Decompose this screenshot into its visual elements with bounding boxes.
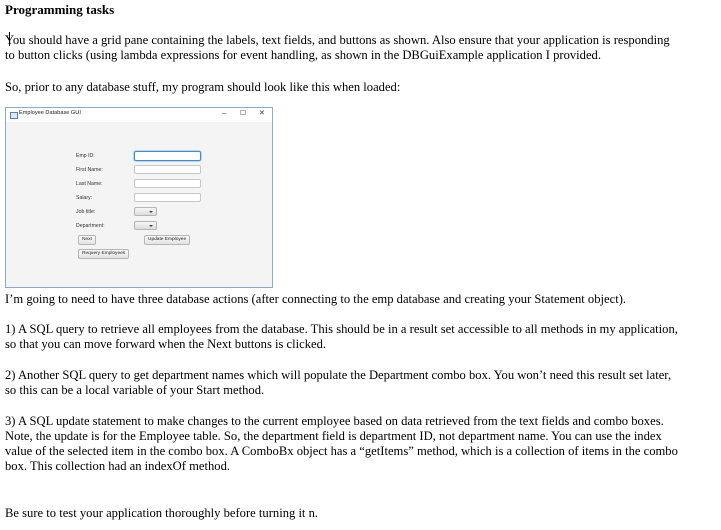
job-title-combo bbox=[134, 207, 157, 216]
paragraph-7: Be sure to test your application thoroughly before turning it n. bbox=[5, 506, 319, 520]
emp-id-label: Emp ID: bbox=[76, 153, 95, 159]
close-icon: ✕ bbox=[259, 110, 265, 117]
salary-field bbox=[134, 193, 201, 202]
paragraph-3: I’m going to need to have three database actions (after connecting to the emp database and creating your Statement object). bbox=[5, 292, 627, 306]
next-button: Next bbox=[78, 235, 96, 245]
paragraph-1-line-1: You should have a grid pane containing the labels, text fields, and buttons as shown. Also ensure that your application is responding bbox=[5, 33, 670, 47]
minimize-icon: – bbox=[222, 109, 227, 118]
paragraph-5-line-1: 2) Another SQL query to get department names which will populate the Department combo box. You won’t need this result set later, bbox=[5, 368, 672, 382]
chevron-down-icon bbox=[149, 225, 153, 227]
paragraph-6-line-1: 3) A SQL update statement to make changes to the current employee based on data retrieved from the text fields and combo boxes. bbox=[5, 414, 664, 428]
department-combo bbox=[134, 221, 157, 230]
paragraph-6-line-3: value of the selected item in the combo box. A ComboBx object has a “getItems” method, which is a collection of items in the combo bbox=[5, 444, 678, 458]
last-name-field bbox=[134, 179, 201, 188]
window-title: Employee Database GUI bbox=[19, 110, 81, 116]
chevron-down-icon bbox=[149, 211, 153, 213]
first-name-label: First Name: bbox=[76, 167, 103, 173]
last-name-label: Last Name: bbox=[76, 181, 103, 187]
paragraph-1-line-2: to button clicks (using lambda expressions for event handling, as shown in the DBGuiExample application I provided. bbox=[5, 48, 601, 62]
paragraph-6-line-4: box. This collection had an indexOf method. bbox=[5, 459, 231, 473]
paragraph-6-line-2: Note, the update is for the Employee table. So, the department field is department ID, not department name. You can use the index bbox=[5, 429, 662, 443]
salary-label: Salary: bbox=[76, 195, 93, 201]
heading: Programming tasks bbox=[5, 2, 115, 17]
window-titlebar bbox=[6, 108, 272, 122]
department-label: Department: bbox=[76, 223, 105, 229]
maximize-icon: ☐ bbox=[240, 110, 247, 117]
emp-id-field bbox=[134, 151, 201, 161]
update-employee-button: Update Employee bbox=[144, 235, 190, 245]
app-window-icon bbox=[10, 112, 18, 119]
first-name-field bbox=[134, 165, 201, 174]
paragraph-2: So, prior to any database stuff, my program should look like this when loaded: bbox=[5, 80, 401, 94]
paragraph-5-line-2: so this can be a local variable of your Start method. bbox=[5, 383, 265, 397]
app-window-screenshot bbox=[5, 107, 273, 288]
paragraph-4-line-1: 1) A SQL query to retrieve all employees from the database. This should be in a result set accessible to all methods in my application, bbox=[5, 322, 678, 336]
paragraph-4-line-2: so that you can move forward when the Next buttons is clicked. bbox=[5, 337, 327, 351]
requery-employees-button: Requery Employees bbox=[78, 249, 129, 259]
job-title-label: Job title: bbox=[76, 209, 96, 215]
